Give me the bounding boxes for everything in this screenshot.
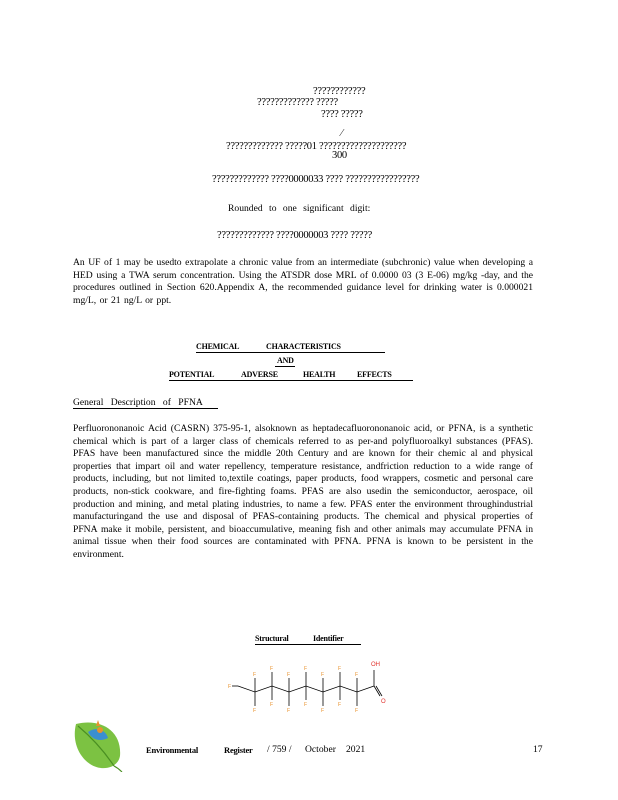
equation-1-top: ???????????? [313,86,366,97]
intro-paragraph: An UF of 1 may be usedto extrapolate a chronic value from an intermediate (subchronic) value when developing a HED using a TWA serum concentration. Using the ATSDR dose MRL of 0.0000 03 (3 E-06) mg/kg -day, and the procedures outlined in Section 620.Appendix A, the recommended guidance level for drinking water is 0.000021 mg/L, or 21 ng/L or ppt. [73,257,533,306]
section-heading-adverse: ADVERSE [241,370,278,379]
equation-2-denominator: 300 [332,150,347,161]
pfna-structure-diagram [228,654,388,724]
page-number: 17 [533,744,543,755]
o-label: O [381,699,386,705]
footer-year: 2021 [346,744,366,755]
svg-text:F: F [287,672,291,678]
section-heading-underline-2 [275,366,295,367]
footer-month: October [305,744,336,755]
section-heading-characteristics: CHARACTERISTICS [266,342,341,351]
footer-register: Register [224,745,253,755]
svg-text:F: F [287,708,291,714]
svg-text:F: F [304,666,308,672]
section-heading-potential: POTENTIAL [169,370,215,379]
equation-1-bottom: ???? ????? [321,109,363,120]
oh-label: OH [371,662,380,668]
footer-publication: Environmental [146,745,199,755]
environmental-register-logo [70,716,126,772]
description-paragraph: Perfluorononanoic Acid (CASRN) 375-95-1, alsoknown as heptadecafluorononanoic acid, or PFNA, is a synthetic chemical which is part of a larger class of chemicals referred to as per-and polyfluoroalkyl substances (PFAS). PFAS have been manufactured since the middle 20th Century and are known for their chemic al and physical properties that impart oil and water repellency, temperature resistance, andfriction reduction to a wide range of products, including, but not limited to,textile coatings, paper products, food wrappers, cosmetic and personal care products, non-stick cookware, and fire-fighting foams. PFAS are also usedin the semiconductor, aerospace, oil production and mining, and metal plating industries, to name a few. PFAS enter the environment throughindustrial manufacturingand the use and disposal of PFAS-containing products. The chemical and physical properties of PFNA make it mobile, persistent, and bioaccumulative, meaning fish and other animals may accumulate PFNA in animal tissue when their food sources are contaminated with PFNA. PFNA is known to be persistent in the environment. [73,423,533,560]
svg-text:F: F [338,702,342,708]
svg-text:F: F [253,672,257,678]
fluorine-labels [228,666,358,714]
rounding-note: Rounded to one significant digit: [228,203,371,214]
section-heading-underline-1 [196,352,385,353]
svg-text:F: F [321,672,325,678]
svg-text:F: F [338,666,342,672]
svg-text:F: F [304,702,308,708]
structural-identifier-underline [255,644,361,645]
svg-text:F: F [270,702,274,708]
svg-text:F: F [270,666,274,672]
structural-identifier-heading-1: Structural [255,634,289,643]
section-heading-and: AND [277,356,294,365]
section-heading-effects: EFFECTS [357,370,392,379]
svg-text:F: F [355,672,359,678]
general-description-heading: General Description of PFNA [73,397,203,408]
equation-4: ????????????? ????0000003 ???? ????? [217,230,372,241]
section-heading-chemical: CHEMICAL [196,342,240,351]
svg-text:F: F [355,708,359,714]
equation-1: ????????????? ????? [257,97,338,108]
section-heading-underline-3 [169,380,413,381]
section-heading-health: HEALTH [303,370,336,379]
equation-2: ????????????? ?????01 ???????????????????? [226,141,407,152]
svg-text:F: F [228,684,232,690]
svg-text:F: F [253,708,257,714]
equation-3: ????????????? ????0000033 ???? ????????????????? [212,174,420,185]
general-description-underline [73,408,218,409]
equation-2-slash: ⁄ [341,128,343,139]
svg-text:F: F [321,708,325,714]
footer-issue: / 759 / [267,744,292,755]
structural-identifier-heading-2: Identifier [313,634,344,643]
